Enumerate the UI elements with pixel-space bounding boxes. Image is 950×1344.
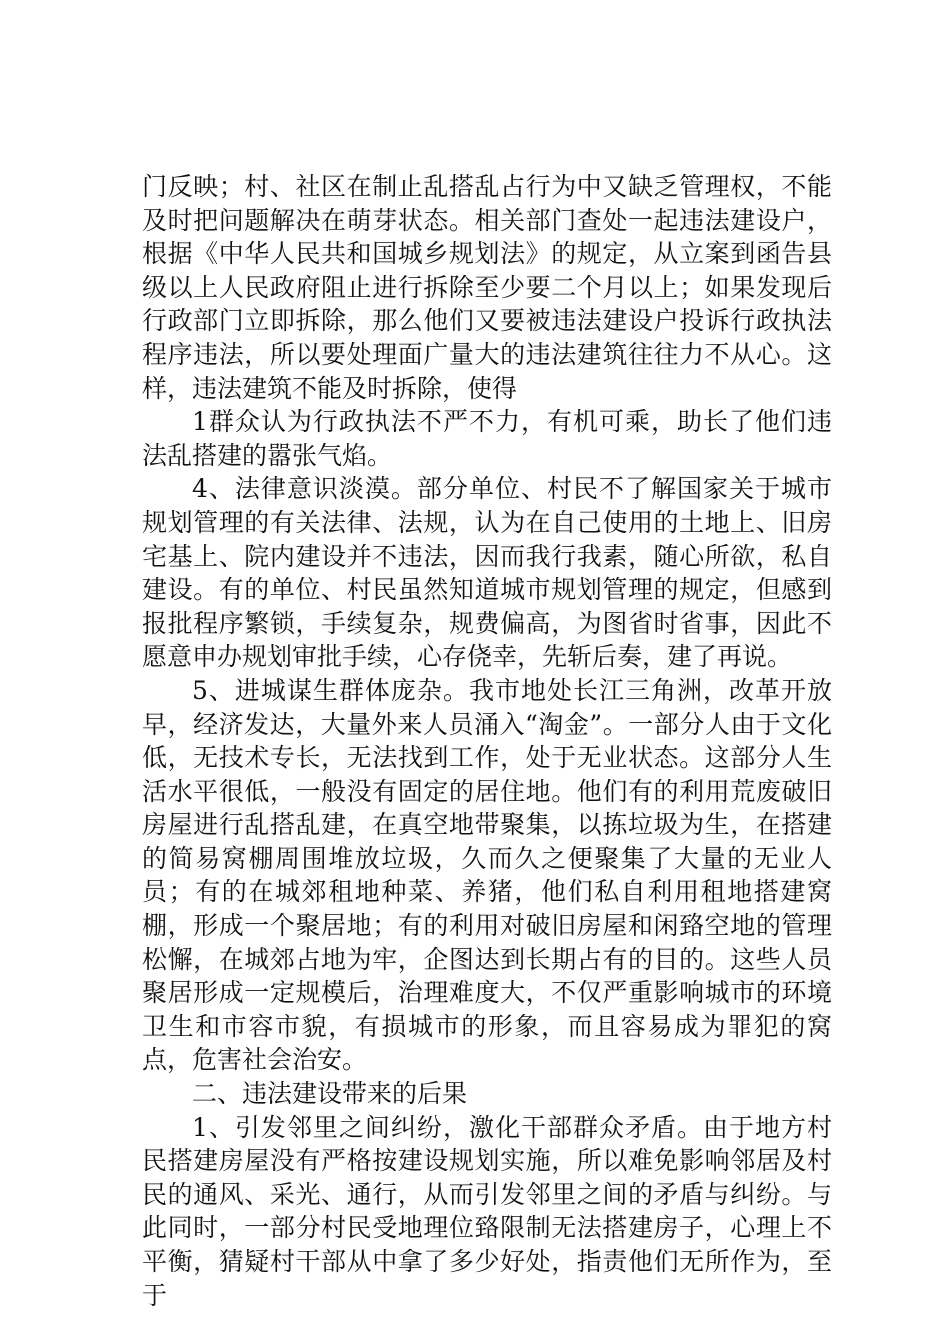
paragraph-neighbor-disputes: 1、引发邻里之间纠纷，激化干部群众矛盾。由于地方村民搭建房屋没有严格按建设规划实施，所以难免影响邻居及村民的通风、采光、通行，从而引发邻里之间的矛盾与纠纷。与此同时，一部分村民受地理位臵限制无法搭建房子，心理上不平衡，猜疑村干部从中拿了多少好处，指责他们无所作为，至于 [142,1112,832,1310]
section-heading-consequences: 二、违法建设带来的后果 [192,1079,468,1109]
document-body [142,170,832,1312]
paragraph-continuation: 门反映；村、社区在制止乱搭乱占行为中又缺乏管理权，不能及时把问题解决在萌芽状态。相关部门查处一起违法建设户，根据《中华人民共和国城乡规划法》的规定，从立案到函告县级以上人民政府阻止进行拆除至少要二个月以上；如果发现后行政部门立即拆除，那么他们又要被违法建设户投诉行政执法程序违法，所以要处理面广量大的违法建筑往往力不从心。这样，违法建筑不能及时拆除，使得 [142,172,832,403]
paragraph-migrant-groups: 5、进城谋生群体庞杂。我市地处长江三角洲，改革开放早，经济发达，大量外来人员涌入“淘金”。一部分人由于文化低，无技术专长，无法找到工作，处于无业状态。这部分人生活水平很低，一般没有固定的居住地。他们有的利用荒废破旧房屋进行乱搭乱建，在真空地带聚集，以拣垃圾为生，在搭建的简易窝棚周围堆放垃圾，久而久之便聚集了大量的无业人员；有的在城郊租地种菜、养猪，他们私自利用租地搭建窝棚，形成一个聚居地；有的利用对破旧房屋和闲臵空地的管理松懈，在城郊占地为牢，企图达到长期占有的目的。这些人员聚居形成一定规模后，治理难度大，不仅严重影响城市的环境卫生和市容市貌，有损城市的形象，而且容易成为罪犯的窝点，危害社会治安。 [142,675,832,1075]
paragraph-public-perception: 1群众认为行政执法不严不力，有机可乘，助长了他们违法乱搭建的嚣张气焰。 [142,407,832,470]
paragraph-legal-awareness: 4、法律意识淡漠。部分单位、村民不了解国家关于城市规划管理的有关法律、法规，认为在自己使用的土地上、旧房宅基上、院内建设并不违法，因而我行我素，随心所欲，私自建设。有的单位、村民虽然知道城市规划管理的规定，但感到报批程序繁锁，手续复杂，规费偏高，为图省时省事，因此不愿意申办规划审批手续，心存侥幸，先斩后奏，建了再说。 [142,474,832,672]
